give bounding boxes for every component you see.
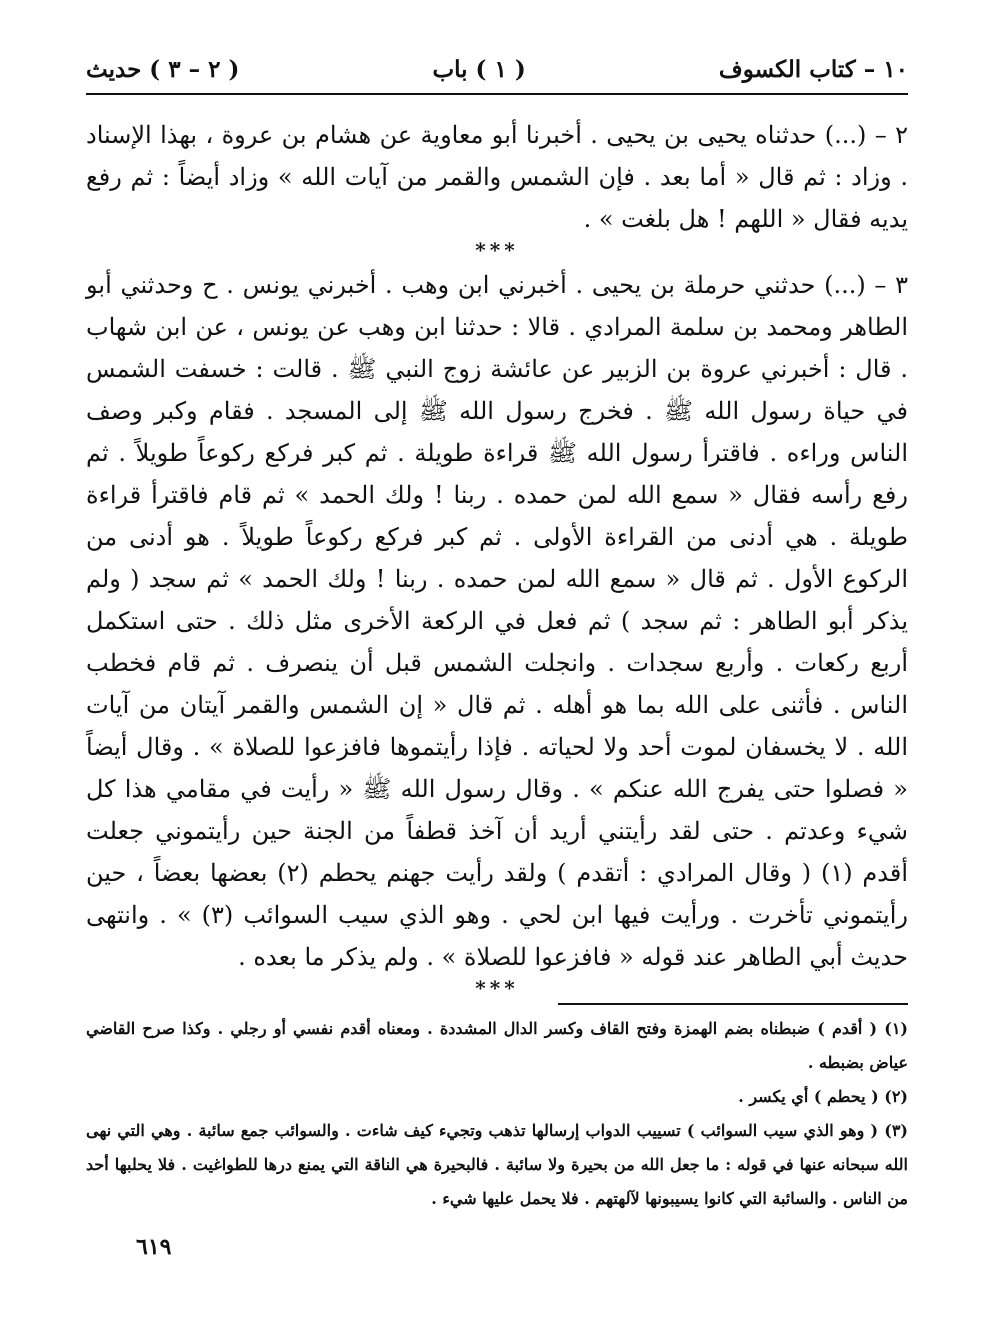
page-number: ٦١٩ (136, 1234, 172, 1260)
footnote-3: (٣) ( وهو الذي سيب السوائب ) تسييب الدواب إرسالها تذهب وتجيء كيف شاءت . والسوائب جمع سائبة . وهي التي نهى الله سبحانه عنها في قوله : ما جعل الله من بحيرة ولا سائبة . فالبحيرة هي الناقة التي يمنع درها للطواغيت . فلا يحلبها أحد من الناس . والسائبة التي كانوا يسيبونها لآلهتهم . فلا يحمل عليها شيء . (86, 1121, 908, 1208)
hadith-range: ( ٢ – ٣ ) حديث (86, 55, 240, 83)
main-text (86, 114, 908, 1002)
section-title: ( ١ ) باب (432, 55, 526, 83)
chapter-title: ١٠ – كتاب الكسوف (718, 55, 908, 83)
hadith-2: ٢ – (...) حدثناه يحيى بن يحيى . أخبرنا أبو معاوية عن هشام بن عروة ، بهذا الإسناد . وزاد : ثم قال « أما بعد . فإن الشمس والقمر من آيات الله » وزاد أيضاً : ثم رفع يديه فقال « اللهم ! هل بلغت » . (86, 121, 908, 233)
footnote-2: (٢) ( يحطم ) أي يكسر . (738, 1087, 908, 1106)
header-rule (86, 93, 908, 95)
footnote-rule (558, 1003, 908, 1005)
separator-stars: *** (475, 238, 519, 262)
page-header (86, 52, 908, 86)
hadith-3: ٣ – (...) حدثني حرملة بن يحيى . أخبرني ابن وهب . أخبرني يونس . ح وحدثني أبو الطاهر ومحمد بن سلمة المرادي . قالا : حدثنا ابن وهب عن يونس ، عن ابن شهاب . قال : أخبرني عروة بن الزبير عن عائشة زوج النبي ﷺ . قالت : خسفت الشمس في حياة رسول الله ﷺ . فخرج رسول الله ﷺ إلى المسجد . فقام وكبر وصف الناس وراءه . فاقترأ رسول الله ﷺ قراءة طويلة . ثم كبر فركع ركوعاً طويلاً . ثم رفع رأسه فقال « سمع الله لمن حمده . ربنا ! ولك الحمد » ثم قام فاقترأ قراءة طويلة . هي أدنى من القراءة الأولى . ثم كبر فركع ركوعاً طويلاً . هو أدنى من الركوع الأول . ثم قال « سمع الله لمن حمده . ربنا ! ولك الحمد » ثم سجد ( ولم يذكر أبو الطاهر : ثم سجد ) ثم فعل في الركعة الأخرى مثل ذلك . حتى استكمل أربع ركعات . وأربع سجدات . وانجلت الشمس قبل أن ينصرف . ثم قام فخطب الناس . فأثنى على الله بما هو أهله . ثم قال « إن الشمس والقمر آيتان من آيات الله . لا يخسفان لموت أحد ولا لحياته . فإذا رأيتموها فافزعوا للصلاة » . وقال أيضاً « فصلوا حتى يفرج الله عنكم » . وقال رسول الله ﷺ « رأيت في مقامي هذا كل شيء وعدتم . حتى لقد رأيتني أريد أن آخذ قطفاً من الجنة حين رأيتموني جعلت أقدم (١) ( وقال المرادي : أتقدم ) ولقد رأيت جهنم يحطم (٢) بعضها بعضاً ، حين رأيتموني تأخرت . ورأيت فيها ابن لحي . وهو الذي سيب السوائب (٣) » . وانتهى حديث أبي الطاهر عند قوله « فافزعوا للصلاة » . ولم يذكر ما بعده . (86, 271, 909, 971)
footnotes (86, 1012, 908, 1216)
footnote-1: (١) ( أقدم ) ضبطناه بضم الهمزة وفتح القاف وكسر الدال المشددة . ومعناه أقدم نفسي أو رجلي . وكذا صرح القاضي عياض بضبطه . (86, 1019, 908, 1072)
separator-stars: *** (475, 976, 519, 1000)
